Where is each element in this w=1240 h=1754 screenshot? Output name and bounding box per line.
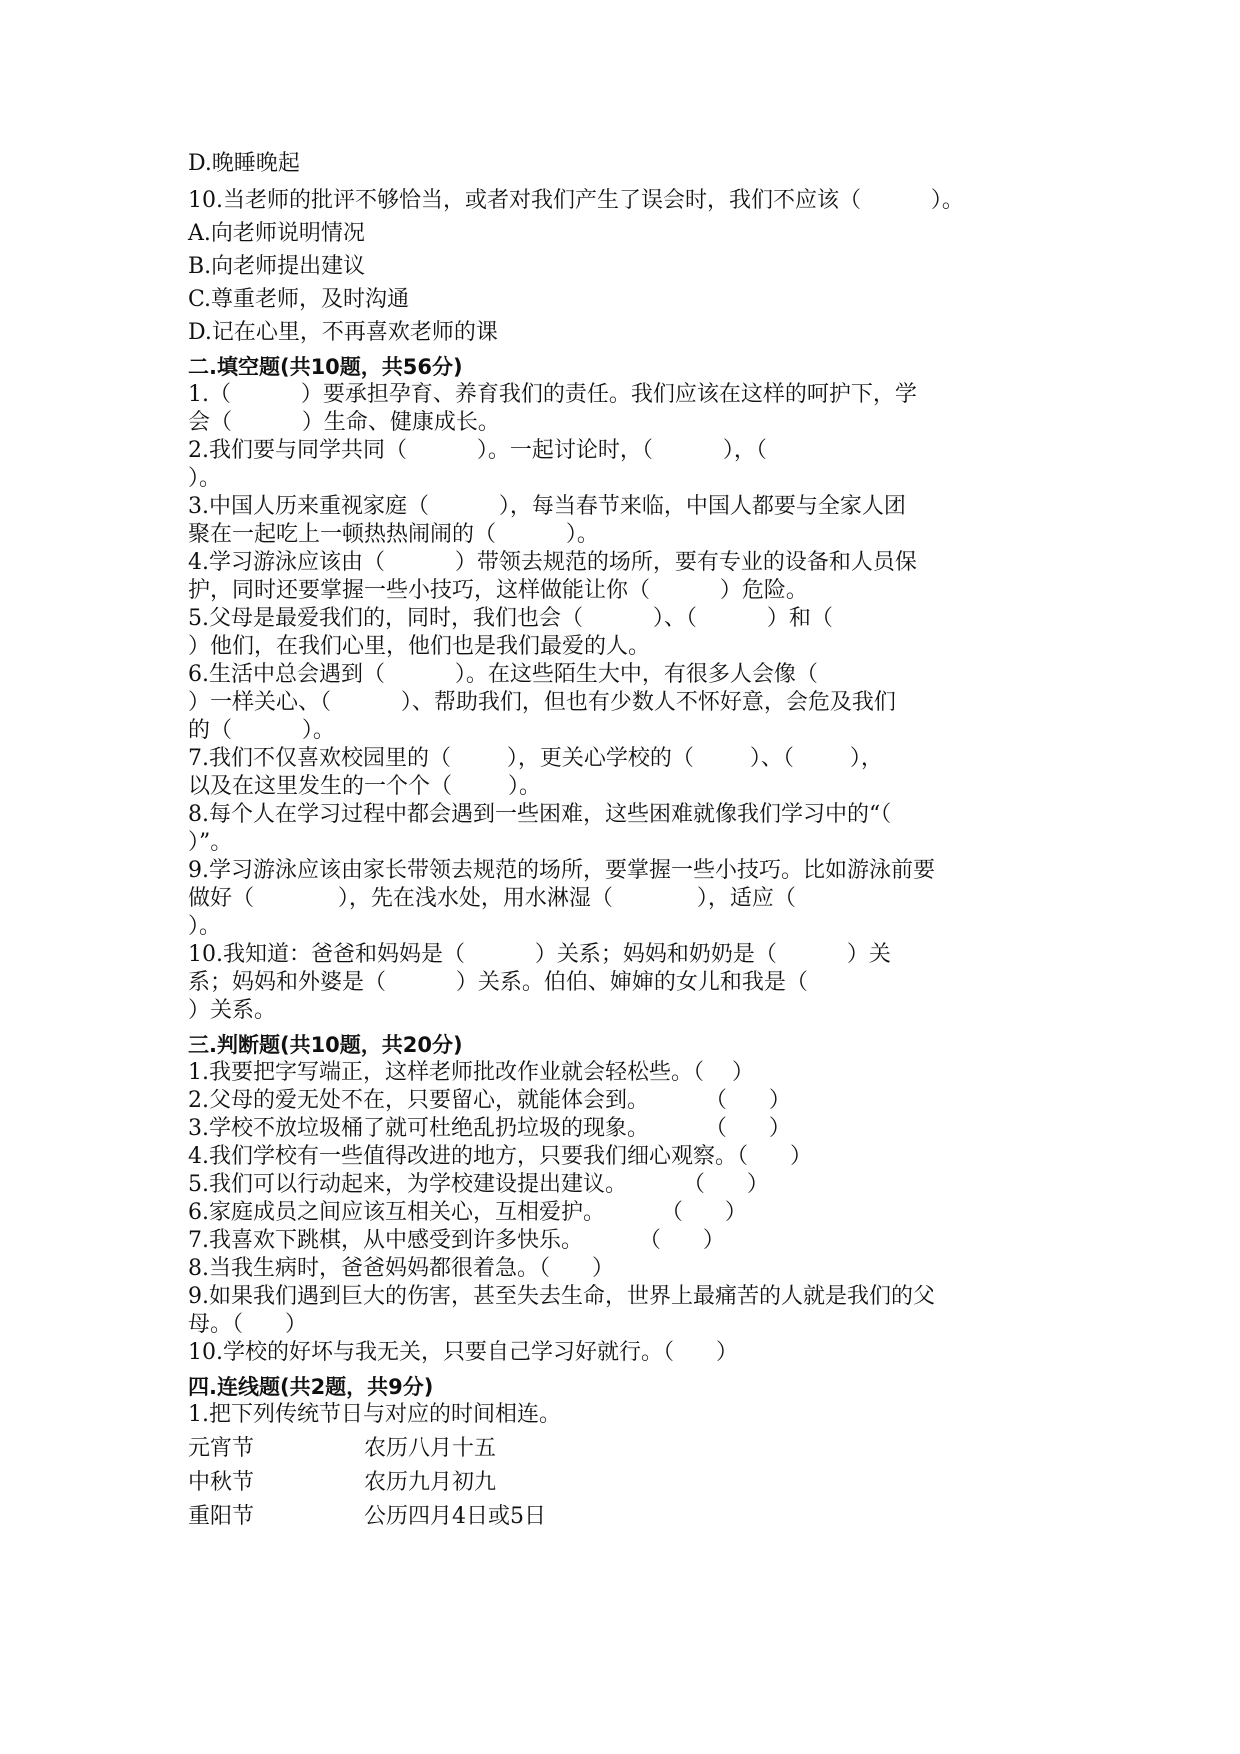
section3-line: 母。（ ）: [188, 1312, 307, 1337]
section2-line: 聚在一起吃上一顿热热闹闹的（ ）。: [188, 522, 599, 547]
section2-line: 5.父母是最爱我们的，同时，我们也会（ ）、（ ）和（: [188, 606, 833, 631]
festival-date: 农历九月初九: [364, 1470, 497, 1495]
section4-heading: 四.连线题(共2题，共9分): [188, 1375, 434, 1399]
section2-line: ）关系。: [188, 998, 277, 1023]
section3-line: 3.学校不放垃圾桶了就可杜绝乱扔垃圾的现象。 （ ）: [188, 1116, 791, 1141]
q10-stem: 10.当老师的批评不够恰当，或者对我们产生了误会时，我们不应该（ ）。: [188, 188, 964, 213]
section2-line: 3.中国人历来重视家庭（ ），每当春节来临，中国人都要与全家人团: [188, 494, 906, 519]
section3-line: 7.我喜欢下跳棋，从中感受到许多快乐。 （ ）: [188, 1228, 725, 1253]
festival-name: 中秋节: [188, 1470, 255, 1495]
section3-line: 1.我要把字写端正，这样老师批改作业就会轻松些。（ ）: [188, 1060, 754, 1085]
q10-option-c: C.尊重老师，及时沟通: [188, 287, 410, 312]
match-row: [188, 1469, 1068, 1497]
section2-line: 会（ ）生命、健康成长。: [188, 410, 500, 435]
section2-line: 4.学习游泳应该由（ ）带领去规范的场所，要有专业的设备和人员保: [188, 550, 917, 575]
section2-line: 以及在这里发生的一个个（ ）。: [188, 774, 541, 799]
section2-line: 10.我知道：爸爸和妈妈是（ ）关系；妈妈和奶奶是（ ）关: [188, 942, 891, 967]
section3-line: 10.学校的好坏与我无关，只要自己学习好就行。（ ）: [188, 1340, 738, 1365]
festival-name: 元宵节: [188, 1436, 255, 1461]
section2-line: ）他们，在我们心里，他们也是我们最爱的人。: [188, 634, 651, 659]
q10-option-b: B.向老师提出建议: [188, 254, 366, 279]
q9-option-d: D.晚睡晚起: [188, 151, 300, 176]
section2-fill-blank: [188, 381, 1068, 1025]
festival-date: 公历四月4日或5日: [364, 1504, 546, 1529]
section3-line: 2.父母的爱无处不在，只要留心，就能体会到。 （ ）: [188, 1088, 791, 1113]
section2-heading: 二.填空题(共10题，共56分): [188, 355, 463, 379]
section2-line: ）”。: [188, 830, 233, 855]
section2-line: 8.每个人在学习过程中都会遇到一些困难，这些困难就像我们学习中的“（: [188, 802, 892, 827]
exam-page: [188, 150, 1068, 1531]
section2-line: 的（ ）。: [188, 718, 335, 743]
section3-line: 4.我们学校有一些值得改进的地方，只要我们细心观察。（ ）: [188, 1144, 812, 1169]
section2-line: 9.学习游泳应该由家长带领去规范的场所，要掌握一些小技巧。比如游泳前要: [188, 858, 935, 883]
match-row: [188, 1435, 1068, 1463]
section2-line: 7.我们不仅喜欢校园里的（ ），更关心学校的（ ）、（ ），: [188, 746, 883, 771]
section4-q1-stem: 1.把下列传统节日与对应的时间相连。: [188, 1402, 561, 1427]
q10-option-a: A.向老师说明情况: [188, 221, 365, 246]
section2-line: 系；妈妈和外婆是（ ）关系。伯伯、婶婶的女儿和我是（: [188, 970, 808, 995]
section3-line: 8.当我生病时，爸爸妈妈都很着急。（ ）: [188, 1256, 614, 1281]
section2-line: ）。: [188, 466, 222, 491]
section2-line: 2.我们要与同学共同（ ）。一起讨论时，（ ），（: [188, 438, 767, 463]
section2-line: 6.生活中总会遇到（ ）。在这些陌生大中，有很多人会像（: [188, 662, 818, 687]
section3-line: 9.如果我们遇到巨大的伤害，甚至失去生命，世界上最痛苦的人就是我们的父: [188, 1284, 935, 1309]
festival-date: 农历八月十五: [364, 1436, 497, 1461]
match-row: [188, 1503, 1068, 1531]
section3-heading: 三.判断题(共10题，共20分): [188, 1033, 463, 1057]
festival-name: 重阳节: [188, 1504, 255, 1529]
section2-line: 1.（ ）要承担孕育、养育我们的责任。我们应该在这样的呵护下，学: [188, 382, 917, 407]
section2-line: ）一样关心、（ ）、帮助我们，但也有少数人不怀好意，会危及我们: [188, 690, 896, 715]
q10-option-d: D.记在心里，不再喜欢老师的课: [188, 320, 498, 345]
section2-line: ）。: [188, 914, 222, 939]
section2-line: 护，同时还要掌握一些小技巧，这样做能让你（ ）危险。: [188, 578, 808, 603]
section3-true-false: [188, 1059, 1068, 1367]
section2-line: 做好（ ），先在浅水处，用水淋湿（ ），适应（: [188, 886, 796, 911]
section3-line: 6.家庭成员之间应该互相关心，互相爱护。 （ ）: [188, 1200, 747, 1225]
section3-line: 5.我们可以行动起来，为学校建设提出建议。 （ ）: [188, 1172, 769, 1197]
